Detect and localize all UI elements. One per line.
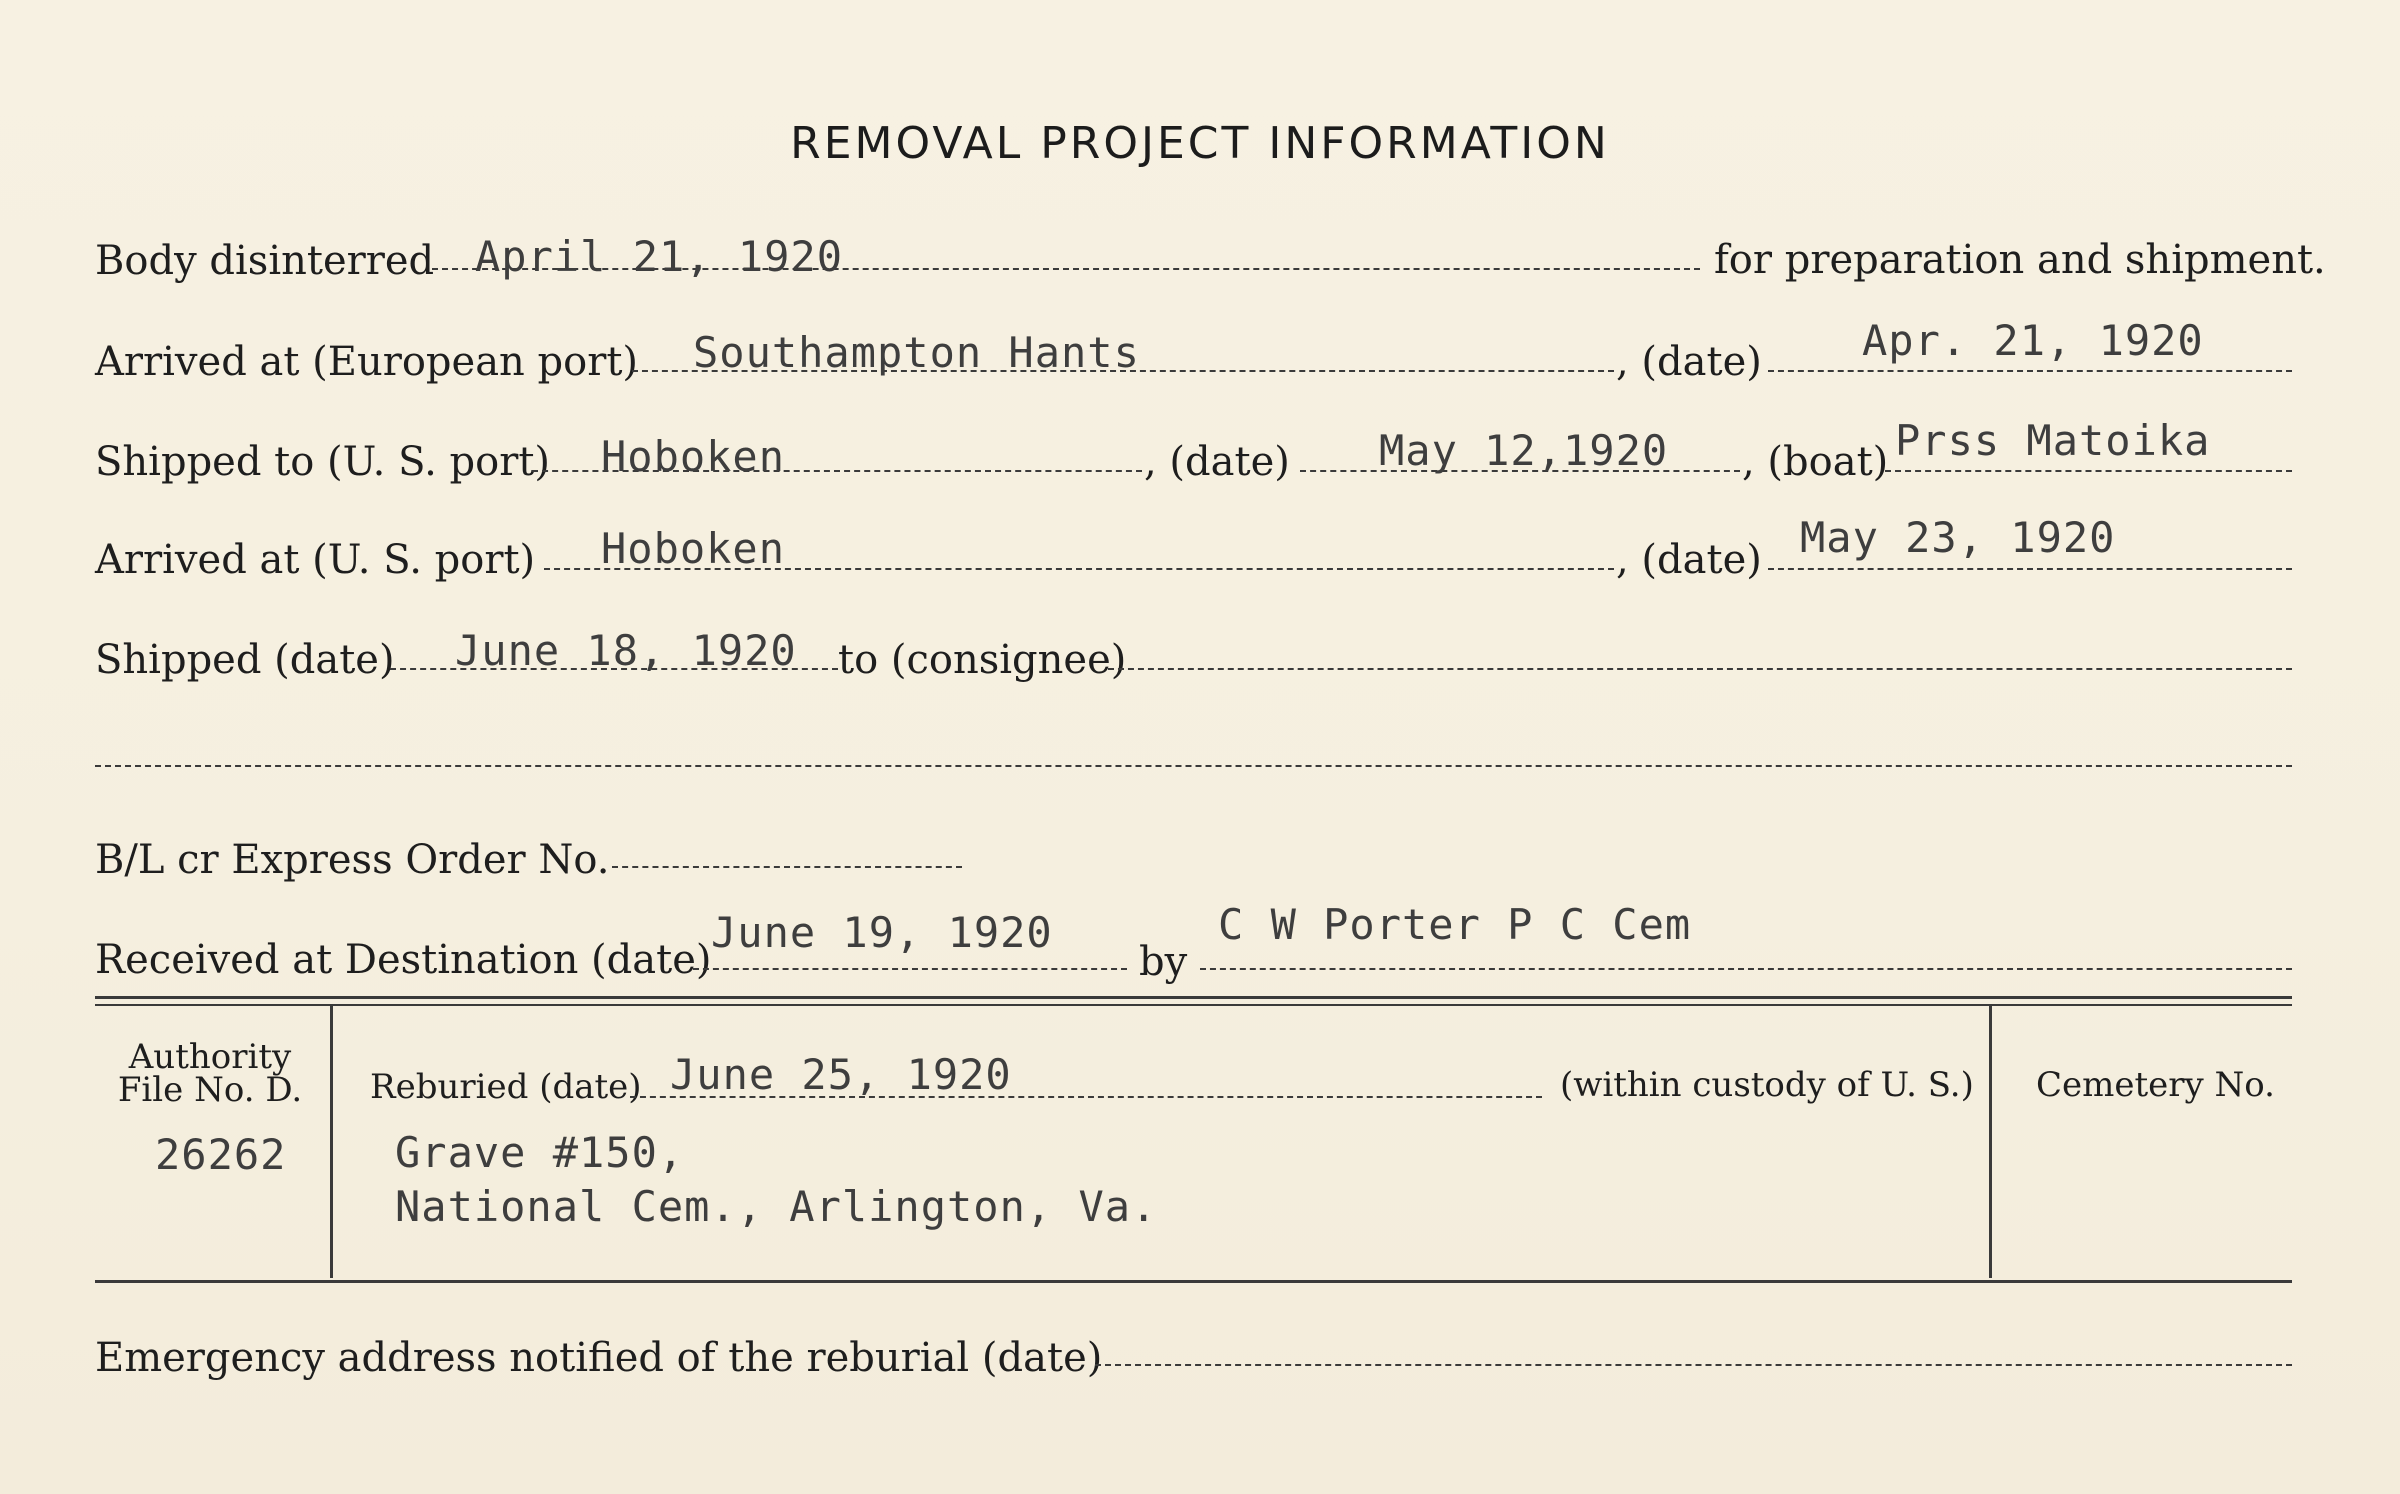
consignee-continuation-line [95,765,2292,767]
body-disinterred-value: April 21, 1920 [475,232,844,281]
shipped-us-boat: Prss Matoika [1895,416,2211,465]
bl-order-label: B/L cr Express Order No. [95,837,610,883]
arrived-european-label: Arrived at (European port) [95,339,639,385]
arrived-european-date-line [1768,370,2292,372]
authority-file-number: 26262 [155,1130,287,1179]
shipped-us-boat-line [1885,470,2292,472]
received-by-label: by [1139,939,1188,985]
shipped-us-date-label: , (date) [1144,439,1290,485]
arrived-european-date-label: , (date) [1616,339,1762,385]
arrived-us-date-label: , (date) [1616,537,1762,583]
shipped-us-port: Hoboken [601,432,786,481]
body-disinterred-label: Body disinterred [95,238,435,284]
arrived-us-label: Arrived at (U. S. port) [95,537,536,583]
arrived-us-date-line [1768,568,2292,570]
table-divider-left [330,1006,333,1278]
received-date: June 19, 1920 [711,908,1053,957]
shipped-date-label: Shipped (date) [95,637,395,683]
table-divider-right [1989,1006,1992,1278]
table-top-rule-inner [95,1004,2292,1006]
authority-label: Authority [128,1037,292,1077]
received-by: C W Porter P C Cem [1218,900,1692,949]
emergency-date-line [1095,1364,2292,1366]
shipped-us-date: May 12,1920 [1379,426,1669,475]
reburied-date: June 25, 1920 [670,1050,1012,1099]
arrived-us-date: May 23, 1920 [1800,513,2116,562]
bl-order-line [612,866,962,868]
body-disinterred-suffix: for preparation and shipment. [1714,237,2326,283]
emergency-label: Emergency address notified of the reburial (date) [95,1335,1103,1381]
arrived-european-date: Apr. 21, 1920 [1862,316,2204,365]
consignee-line [1108,668,2292,670]
reburied-label: Reburied (date) [370,1067,642,1107]
authority-file-label: File No. D. [117,1070,303,1110]
received-label: Received at Destination (date) [95,937,712,983]
arrived-european-port: Southampton Hants [693,328,1140,377]
shipped-date: June 18, 1920 [455,626,797,675]
table-bottom-rule [95,1280,2292,1283]
form-title: REMOVAL PROJECT INFORMATION [790,118,1610,169]
grave-number: Grave #150, [395,1128,685,1177]
consignee-label: to (consignee) [838,637,1127,683]
shipped-us-boat-label: , (boat) [1742,439,1889,485]
shipped-us-label: Shipped to (U. S. port) [95,439,550,485]
received-by-line [1200,968,2292,970]
cemetery-no-label: Cemetery No. [2036,1065,2275,1105]
received-date-line [693,968,1127,970]
cemetery-location: National Cem., Arlington, Va. [395,1182,1158,1231]
table-top-rule [95,996,2292,999]
arrived-us-port: Hoboken [601,524,786,573]
custody-note: (within custody of U. S.) [1560,1065,1974,1105]
